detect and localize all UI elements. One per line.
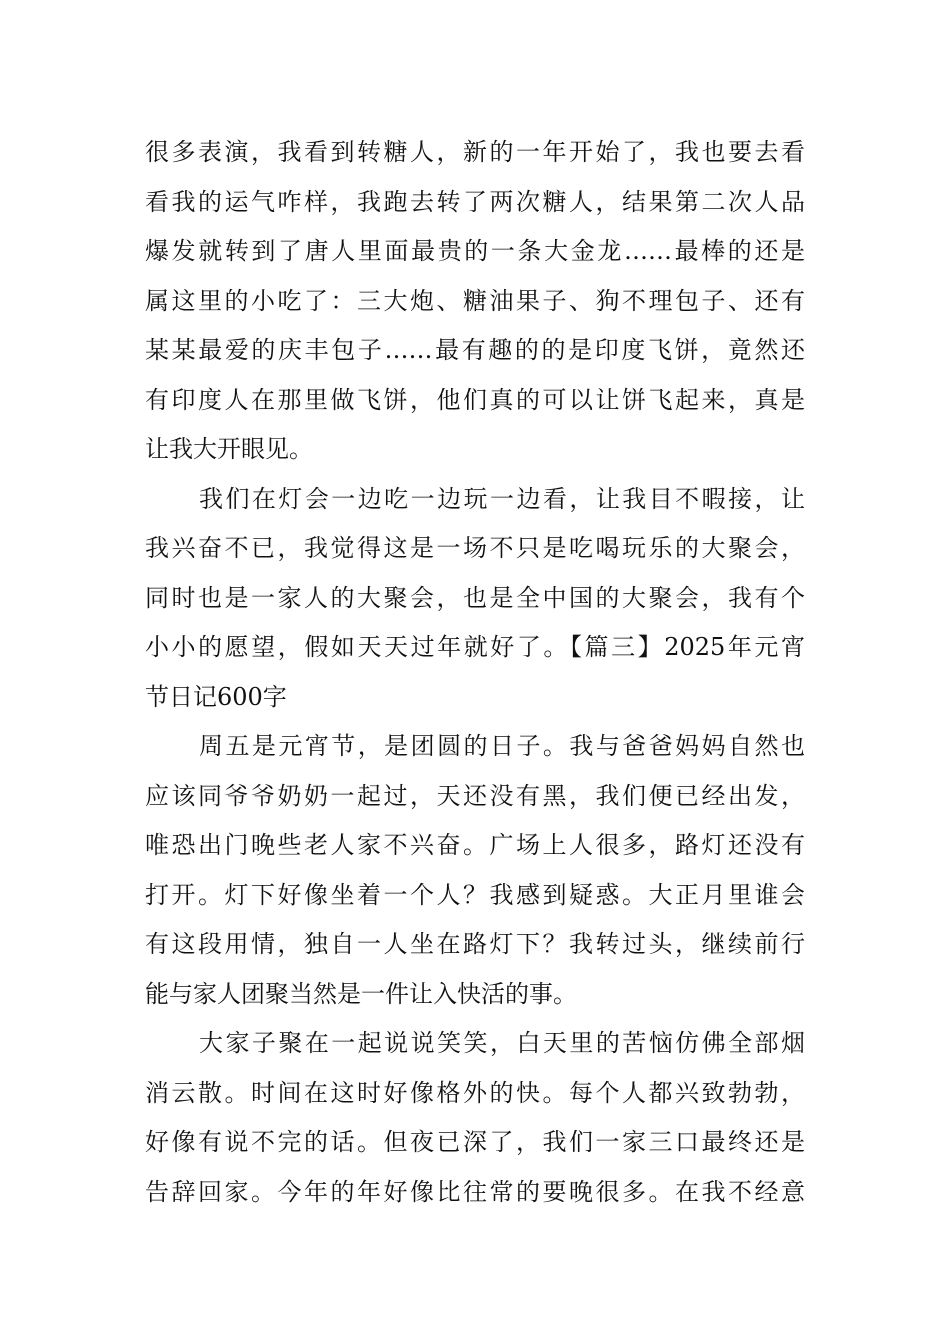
text-line: 打开。灯下好像坐着一个人？我感到疑惑。大正月里谁会 xyxy=(145,880,805,909)
text-line: 我兴奋不已，我觉得这是一场不只是吃喝玩乐的大聚会， xyxy=(145,534,805,562)
text-line: 属这里的小吃了：三大炮、糖油果子、狗不理包子、还有 xyxy=(145,286,805,315)
text-line: 好像有说不完的话。但夜已深了，我们一家三口最终还是 xyxy=(145,1128,805,1156)
text-line: 我们在灯会一边吃一边玩一边看，让我目不暇接，让 xyxy=(199,484,805,513)
text-line: 应该同爷爷奶奶一起过，天还没有黑，我们便已经出发， xyxy=(145,781,805,810)
text-line: 节日记600字 xyxy=(145,682,287,711)
text-line: 小小的愿望，假如天天过年就好了。【篇三】2025年元宵 xyxy=(145,633,805,661)
text-line: 周五是元宵节，是团圆的日子。我与爸爸妈妈自然也 xyxy=(199,732,805,760)
text-line: 能与家人团聚当然是一件让入快活的事。 xyxy=(145,979,577,1008)
text-line: 很多表演，我看到转糖人，新的一年开始了，我也要去看 xyxy=(145,138,805,166)
text-line: 有这段用情，独自一人坐在路灯下？我转过头，继续前行 xyxy=(145,930,805,958)
text-line: 唯恐出门晚些老人家不兴奋。广场上人很多，路灯还没有 xyxy=(145,831,805,859)
paragraph-2 xyxy=(145,475,805,723)
text-line: 有印度人在那里做飞饼，他们真的可以让饼飞起来，真是 xyxy=(145,385,805,414)
text-line: 爆发就转到了唐人里面最贵的一条大金龙……最棒的还是 xyxy=(145,237,805,265)
paragraph-4 xyxy=(145,1019,805,1217)
text-line: 消云散。时间在这时好像格外的快。每个人都兴致勃勃， xyxy=(145,1078,805,1107)
document-body xyxy=(145,128,805,1217)
paragraph-1 xyxy=(145,128,805,475)
text-line: 告辞回家。今年的年好像比往常的要晚很多。在我不经意 xyxy=(145,1177,805,1206)
text-line: 某某最爱的庆丰包子……最有趣的的是印度飞饼，竟然还 xyxy=(145,336,805,364)
text-line: 大家子聚在一起说说笑笑，白天里的苦恼仿佛全部烟 xyxy=(199,1029,805,1057)
text-line: 同时也是一家人的大聚会，也是全中国的大聚会，我有个 xyxy=(145,583,805,612)
text-line: 看我的运气咋样，我跑去转了两次糖人，结果第二次人品 xyxy=(145,187,805,216)
paragraph-3 xyxy=(145,722,805,1019)
text-line: 让我大开眼见。 xyxy=(145,435,313,463)
